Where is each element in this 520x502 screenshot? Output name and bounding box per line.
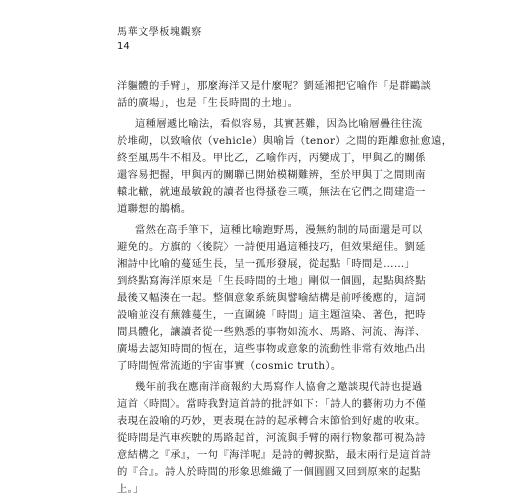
text-line: 轅北轍，就連最敏銳的讀者也得搔卷三嘆，無法在它們之間建造一 bbox=[117, 186, 426, 198]
text-line: 當然在高手筆下，這種比喻跑野馬，漫無約制的局面還是可以 bbox=[135, 224, 423, 236]
text-line: 洋軀體的手臂」，那麼海洋又是什麼呢？劉延湘把它喻作「是群鷗談 bbox=[117, 80, 432, 92]
page-number: 14 bbox=[117, 41, 130, 52]
paragraph bbox=[117, 78, 432, 112]
text-line: 上。」 bbox=[117, 483, 144, 495]
text-line: 設喻並沒有蕪雜蔓生，一直圍繞「時間」這主題渲染、著色，把時 bbox=[117, 309, 426, 321]
text-line: 到終點寫海洋原來是「生長時間的土地」剛似一個圓，起點與終點 bbox=[117, 275, 426, 287]
text-line: 這種層遞比喻法，看似容易，其實甚難，因為比喻層疊往往流 bbox=[135, 118, 423, 130]
text-line: 避免的。方旗的〈後院〉一詩便用過這種技巧，但效果絕佳。劉延 bbox=[117, 241, 426, 253]
text-line: 這首〈時間〉。當時我對這首詩的批評如下：「詩人的藝術功力不僅 bbox=[117, 398, 427, 410]
text-line: 間具體化，讓讀者從一些熟悉的事物如流水、馬路、河流、海洋、 bbox=[117, 326, 426, 338]
text-line: 最後又幅湊在一起。整個意象系統與譬喻結構是前呼後應的，這詞 bbox=[117, 292, 426, 304]
text-line: 於堆砌，以致喻依（vehicle）與喻旨（tenor）之間的距離愈扯愈遠， bbox=[117, 135, 453, 147]
paragraph bbox=[117, 379, 432, 498]
text-line: 終至風馬牛不相及。甲比乙，乙喻作丙，丙變成丁，甲與乙的關係 bbox=[117, 152, 426, 164]
text-line: 還容易把握，甲與丙的關聯已開始模糊難辨，至於甲與丁之間則南 bbox=[117, 169, 426, 181]
text-line: 道聯想的鵲橋。 bbox=[117, 203, 192, 215]
text-line: 了時間恆常流逝的宇宙事實（cosmic truth）。 bbox=[117, 360, 342, 372]
text-line: 幾年前我在應南洋商報約大馬寫作人協會之邀談現代詩也提過 bbox=[135, 381, 423, 393]
text-line: 從時間是汽車疾駛的馬路起首，河流與手臂的兩行物象都可視為詩 bbox=[117, 432, 426, 444]
text-line: 廣場去認知時間的恆在，這些事物或意象的流動性非常有效地凸出 bbox=[117, 343, 426, 355]
text-line: 的『合』。詩人於時間的形象思維織了一個圓圓又回到原來的起點 bbox=[117, 466, 421, 478]
text-line: 表現在設喻的巧妙，更表現在詩的起承轉合末節恰到好處的收束。 bbox=[117, 415, 426, 427]
text-line: 意結構之『承』，一句『海洋呢』是詩的轉捩點，最末兩行是這首詩 bbox=[117, 449, 432, 461]
text-line: 話的廣場」，也是「生長時間的土地」。 bbox=[117, 97, 299, 109]
body-text bbox=[117, 78, 453, 502]
paragraph bbox=[117, 222, 426, 375]
paragraph bbox=[117, 116, 453, 218]
text-line: 湘詩中比喻的蔓延生長，呈一孤形發展，從起點「時間是……」 bbox=[117, 258, 416, 270]
running-head: 馬華文學板塊觀察 bbox=[117, 27, 202, 38]
